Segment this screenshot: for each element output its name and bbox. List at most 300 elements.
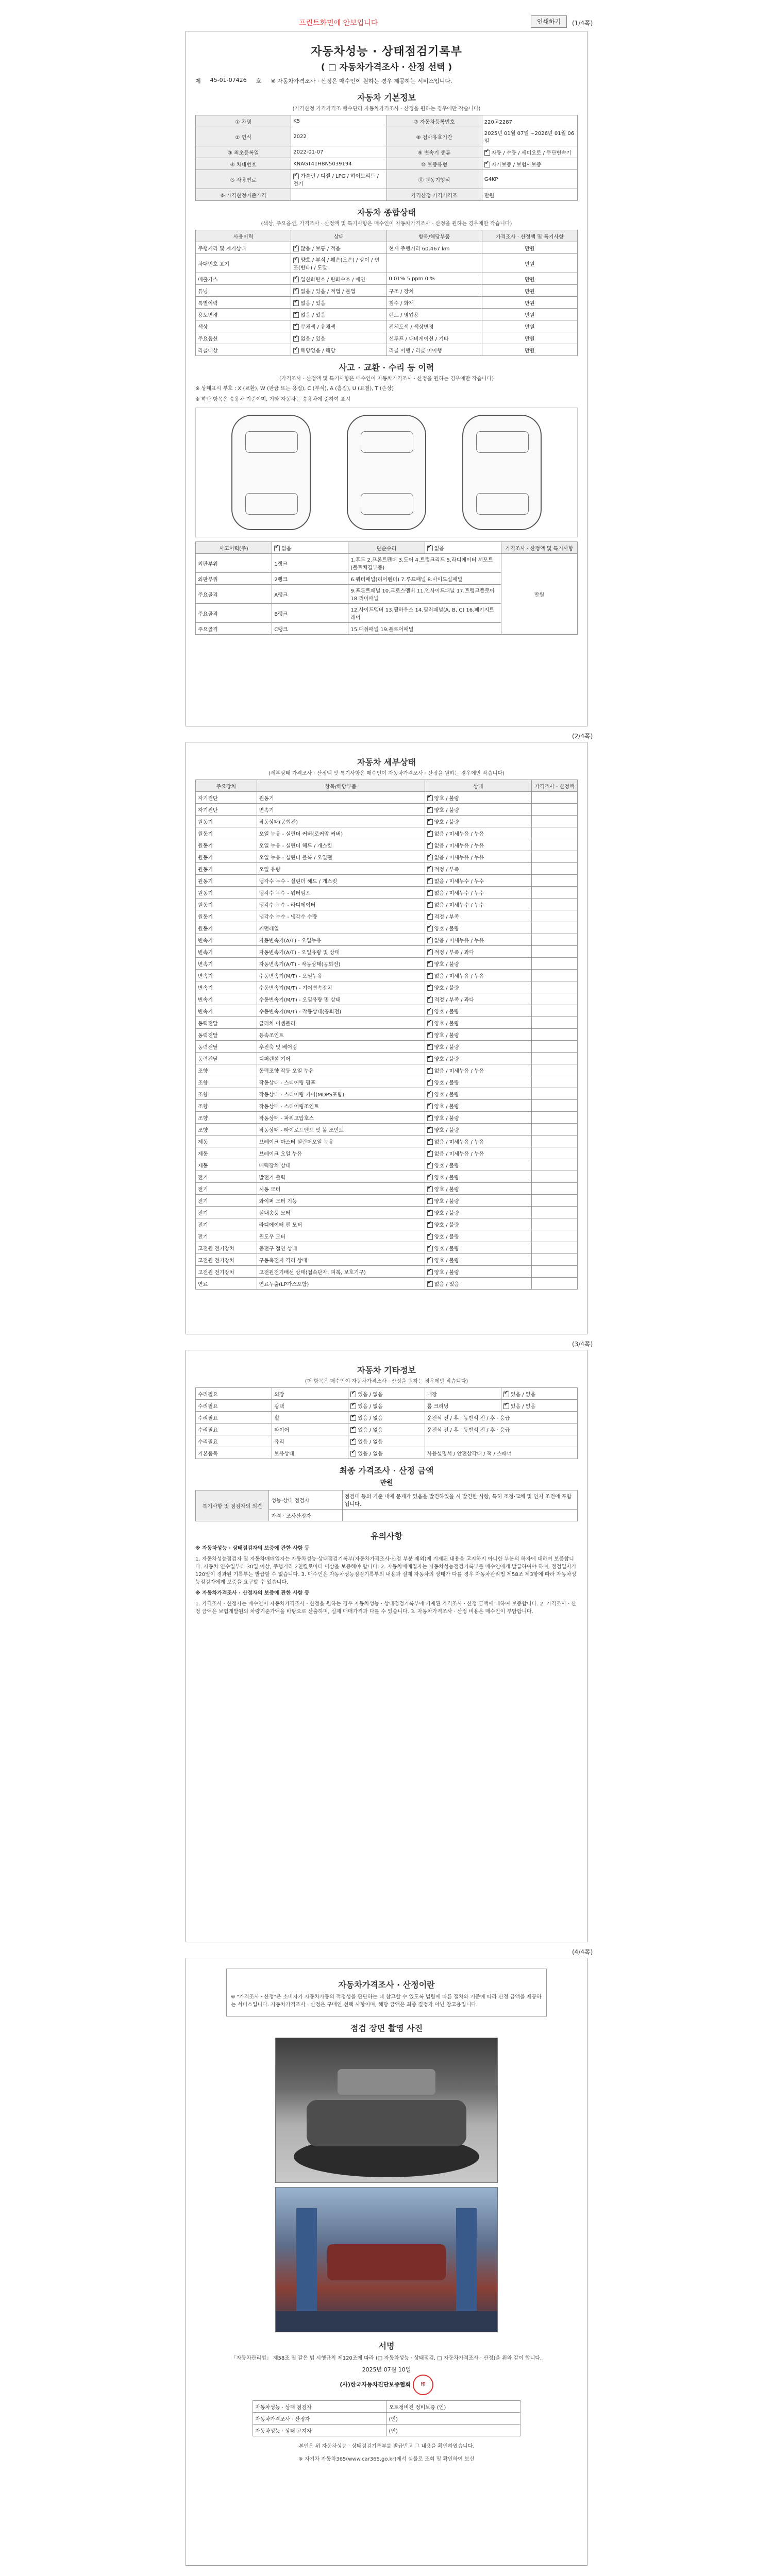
checkbox-checked: [427, 1068, 433, 1074]
page-number: (4/4쪽): [572, 1948, 593, 1956]
section-detail: 자동차 세부상태: [357, 757, 416, 767]
cell: 15.대쉬패널 19.플로어패널: [348, 623, 501, 635]
cell: [532, 1147, 578, 1159]
cell-text: 양호 / 불량: [434, 1021, 459, 1027]
table-row: [196, 946, 578, 958]
accident-table: [195, 541, 578, 635]
table-row: [196, 1053, 578, 1064]
cell: [532, 1112, 578, 1124]
cell: [532, 875, 578, 887]
table-row: [196, 554, 578, 573]
cell: [425, 1278, 531, 1290]
cell: 2022-01-07: [291, 146, 386, 158]
table-row: [196, 875, 578, 887]
cell: [425, 1195, 531, 1207]
table-row: [196, 1195, 578, 1207]
table-row: [196, 1207, 578, 1218]
cell: [425, 839, 531, 851]
cell: 배출가스: [196, 273, 291, 285]
cell: 수리필요: [196, 1400, 272, 1412]
cell: 원동기: [196, 839, 257, 851]
cell: 수리필요: [196, 1435, 272, 1447]
cell-text: 양호 / 불량: [434, 1044, 459, 1050]
cell: 자동차가격조사 · 산정자: [253, 2413, 386, 2425]
checkbox-checked: [503, 1392, 509, 1397]
footer-text: 본인은 위 자동차성능 · 상태점검기록부를 발급받고 그 내용을 확인하였습니다.: [298, 2444, 475, 2449]
checkbox-checked: [427, 926, 433, 931]
cell-text: 양호 / 불량: [434, 1092, 459, 1098]
cell: [425, 1207, 531, 1218]
cell: [532, 1242, 578, 1254]
doc-id-line: [195, 77, 578, 85]
cell: [425, 1230, 531, 1242]
table-row: [196, 887, 578, 899]
checkbox-checked: [427, 1210, 433, 1216]
cell: [532, 804, 578, 816]
cell: 냉각수 누수 - 냉각수 수량: [257, 910, 425, 922]
section-accident-note: (가격조사 · 산정액 및 특기사항은 매수인이 자동차가격조사 · 산정을 원하는 경우에만 작습니다): [279, 376, 494, 382]
checkbox-checked: [427, 961, 433, 967]
cell: KNAGT41HBN5039194: [291, 158, 386, 170]
cell: 조향: [196, 1124, 257, 1136]
cell: 냉각수 누수 - 실린더 헤드 / 개스킷: [257, 875, 425, 887]
section-accident: 사고 · 교환 · 수리 등 이력: [339, 363, 434, 372]
doc-id-label: 제: [195, 78, 201, 84]
table-row: [196, 804, 578, 816]
cell-text: 없음 / 있음: [300, 336, 326, 342]
cell: [291, 320, 386, 332]
cell: [532, 1207, 578, 1218]
cell: 220고2287: [482, 115, 577, 127]
general-table: [195, 230, 578, 356]
cell-text: 양호 / 불량: [434, 807, 459, 814]
cell: 주요옵션: [196, 332, 291, 344]
cell: 냉각수 누수 - 라디에이터: [257, 899, 425, 910]
cell: 오일 누유 - 실린더 커버(로커암 커버): [257, 827, 425, 839]
checkbox-checked: [427, 831, 433, 837]
cell-text: 있음 / 없음: [358, 1392, 383, 1398]
cell: 만원: [482, 189, 577, 201]
table-row: [196, 970, 578, 981]
cell: 선루프 / 내비게이션 / 기타: [386, 332, 482, 344]
cell: 기본품목: [196, 1447, 272, 1459]
table-row: [196, 1136, 578, 1147]
cell: 전기: [196, 1183, 257, 1195]
price-info-box: [226, 1969, 547, 2016]
table-row: [196, 934, 578, 946]
cell-text: 양호 / 불량: [434, 1127, 459, 1133]
cell: [501, 1388, 577, 1400]
cell-text: 양호 / 불량: [434, 795, 459, 802]
page-number: (2/4쪽): [572, 733, 593, 740]
cell-text: 없음 / 있음 / 적법 / 불법: [300, 289, 356, 295]
table-row: [196, 1242, 578, 1254]
checkbox-checked: [427, 1080, 433, 1086]
checkbox-checked: [427, 1115, 433, 1121]
cell: [532, 816, 578, 827]
cell: 실내송풍 모터: [257, 1207, 425, 1218]
cell-text: 양호 / 불량: [434, 1080, 459, 1086]
table-row: [196, 344, 578, 356]
cell: [482, 146, 577, 158]
checkbox-checked: [427, 1104, 433, 1109]
cell: 운전석 전 / 후 · 동반석 전 / 후 · 응급: [425, 1423, 577, 1435]
cell: [425, 1159, 531, 1171]
cell: 조향: [196, 1076, 257, 1088]
checkbox-checked: [293, 336, 299, 342]
cell: 작동상태 - 스티어링 기어(MDPS포함): [257, 1088, 425, 1100]
table-row: [196, 1112, 578, 1124]
cell-text: 가솔린 / 디젤 / LPG / 하이브리드 / 전기: [293, 174, 379, 187]
sign-table: [253, 2400, 520, 2436]
section-general: 자동차 종합상태: [357, 208, 416, 217]
cell: 외판부위: [196, 573, 272, 585]
cell: 2022: [291, 127, 386, 146]
table-row: [196, 816, 578, 827]
table-row: [196, 1278, 578, 1290]
notes-body-1: 1. 자동차성능점검자 및 자동차매매업자는 자동차성능·상태점검기록부(자동차가격조사·산정 부분 제외)에 기재된 내용을 고지하지 아니한 부분의 하자에 대하여 보증합니다. 자동차 인수일부터 30일 이상, 주행거리 2천킬로미터 이상을 보증해야 합니다. 2. 자동차매매업자는 자동차성능점검기록부를 매수인에게 발급하여야 하며, 점검일자가 120일이 경과된 기록부는 발급할 수 없습니다. 3. 매수인은 자동차성능점검기록부의 내용과 실제 자동차의 상태가 다를 경우 자동차관리법 제58조 제3항에 따라 자동차성능점검자에게 보증을 요구할 수 있습니다.: [195, 1556, 577, 1585]
cell: [532, 887, 578, 899]
cell: 동력전달: [196, 1029, 257, 1041]
cell: 가격조사 · 산정액 및 특기사항: [501, 542, 577, 554]
final-price-value: 만원: [380, 1479, 393, 1487]
section-notes: 유의사항: [371, 1531, 402, 1541]
cell: [291, 254, 386, 273]
checkbox-checked: [427, 807, 433, 813]
cell: 운전석 전 / 후 · 동반석 전 / 후 · 응급: [425, 1412, 577, 1423]
checkbox-checked: [293, 174, 299, 179]
cell: [532, 1005, 578, 1017]
cell: 가격산정 가격가격조: [386, 189, 482, 201]
cell: [425, 1124, 531, 1136]
notes-title-1: ※ 자동차성능 · 상태점검자의 보증에 관한 사항 등: [195, 1546, 310, 1551]
cell: [348, 1412, 425, 1423]
section-basic: 자동차 기본정보: [357, 93, 416, 103]
cell: [425, 1076, 531, 1088]
cell: 구동축전지 격리 상태: [257, 1254, 425, 1266]
cell-text: 적정 / 부족: [434, 914, 459, 920]
car-windshield: [476, 431, 529, 453]
detail-table: [195, 779, 578, 1290]
cell: 냉각수 누수 - 워터펌프: [257, 887, 425, 899]
cell: 변속기: [196, 958, 257, 970]
cell: 타이어: [272, 1423, 348, 1435]
cell: [482, 158, 577, 170]
checkbox-checked: [427, 1032, 433, 1038]
cell: 만원: [482, 273, 577, 285]
cell: [348, 1388, 425, 1400]
cell: 사고이력(주): [196, 542, 272, 554]
cell: 자동변속기(A/T) - 오일누유: [257, 934, 425, 946]
cell: [425, 1017, 531, 1029]
cell: [532, 993, 578, 1005]
cell: [425, 970, 531, 981]
cell: [425, 863, 531, 875]
cell: 시동 모터: [257, 1183, 425, 1195]
cell: ⑩ 보증유형: [386, 158, 482, 170]
cell: ⑤ 사용연료: [196, 170, 291, 189]
checkbox-checked: [427, 1056, 433, 1062]
cell: [425, 851, 531, 863]
cell: [532, 1171, 578, 1183]
cell-text: 양호 / 불량: [434, 1222, 459, 1228]
org-seal-icon: 印: [413, 2375, 433, 2395]
cell-text: 없음 / 미세누유 / 누유: [434, 843, 484, 849]
cell-text: 없음 / 미세누유 / 누유: [434, 855, 484, 861]
table-row: [253, 2425, 520, 2436]
cell: 튜닝: [196, 285, 291, 297]
cell: A랭크: [272, 585, 348, 604]
cell: [386, 254, 482, 273]
checkbox-checked: [427, 1139, 433, 1145]
cell: 용도변경: [196, 309, 291, 320]
cell-text: 있음 / 없음: [358, 1451, 383, 1457]
cell: (인): [386, 2425, 520, 2436]
cell: 단순수리: [348, 542, 425, 554]
cell: 변속기: [196, 934, 257, 946]
cell: 자동변속기(A/T) - 작동상태(공회전): [257, 958, 425, 970]
cell: 0.01% 5 ppm 0 %: [386, 273, 482, 285]
cell: [291, 332, 386, 344]
cell: [425, 934, 531, 946]
table-row: [196, 993, 578, 1005]
cell-text: 일산화탄소 / 탄화수소 / 매연: [300, 277, 365, 283]
checkbox-checked: [350, 1427, 356, 1433]
cell: 렌트 / 영업용: [386, 309, 482, 320]
spec-table: [195, 1490, 578, 1521]
cell: [532, 1159, 578, 1171]
table-row: [196, 899, 578, 910]
cell: 1랭크: [272, 554, 348, 573]
cell: 내장: [425, 1388, 501, 1400]
section-final-price: 최종 가격조사 · 산정 금액: [339, 1466, 434, 1476]
cell: [348, 1423, 425, 1435]
cell-text: 해당없음 / 해당: [300, 348, 335, 354]
cell: [532, 970, 578, 981]
print-button[interactable]: 인쇄하기: [531, 15, 567, 28]
cell: 자동차성능 · 상태 점검자: [253, 2401, 386, 2413]
cell: 조향: [196, 1088, 257, 1100]
cell: [532, 1230, 578, 1242]
cell: 변속기: [257, 804, 425, 816]
col-header: 가격조사 · 산정액: [532, 780, 578, 792]
checkbox-checked: [427, 855, 433, 860]
cell: [425, 875, 531, 887]
cell: 만원: [482, 332, 577, 344]
checkbox-checked: [427, 795, 433, 801]
checkbox-checked: [427, 1151, 433, 1157]
page-4: [186, 1958, 587, 2566]
sign-text: 「자동차관리법」 제58조 및 같은 법 시행규칙 제120조에 따라 (□ 자동차성능 · 상태점검, □ 자동차가격조사 · 산정)을 위와 같이 합니다.: [231, 2355, 542, 2361]
page-3: [186, 1350, 587, 1942]
table-header-row: [196, 780, 578, 792]
cell: 와이퍼 모터 기능: [257, 1195, 425, 1207]
cell: [532, 851, 578, 863]
cell: [532, 922, 578, 934]
accident-legend-2: ※ 하단 항목은 승용차 기준이며, 기타 자동차는 승용차에 준하여 표시: [195, 397, 350, 402]
cell: [425, 816, 531, 827]
cell: [425, 1254, 531, 1266]
cell-text: 없음: [281, 546, 292, 552]
checkbox-checked: [427, 1163, 433, 1168]
cell: 자동변속기(A/T) - 오일유량 및 상태: [257, 946, 425, 958]
checkbox-checked: [484, 150, 490, 156]
cell: [291, 242, 386, 254]
detail-table-body: [196, 792, 578, 1290]
cell: ⑪ 원동기형식: [386, 170, 482, 189]
checkbox-checked: [427, 1092, 433, 1097]
table-row: [196, 910, 578, 922]
checkbox-checked: [293, 246, 299, 251]
section-etc-note: (더 항목은 매수인이 자동차가격조사 · 산정을 원하는 경우에만 작습니다): [305, 1379, 468, 1384]
col-header: 주요장치: [196, 780, 257, 792]
table-row: [196, 1400, 578, 1412]
checkbox-checked: [503, 1403, 509, 1409]
table-row: [196, 1435, 578, 1447]
doc-notice: ※ 자동차가격조사 · 산정은 매수인이 원하는 경우 제공하는 서비스입니다.: [271, 78, 452, 84]
cell: [425, 899, 531, 910]
checkbox-checked: [293, 277, 299, 282]
cell: ⑧ 검사유효기간: [386, 127, 482, 146]
cell: 원동기: [196, 851, 257, 863]
cell: 만원: [482, 285, 577, 297]
table-row: [196, 827, 578, 839]
checkbox-checked: [293, 312, 299, 318]
cell: 연료: [196, 1278, 257, 1290]
col-header: 항목/해당부품: [386, 230, 482, 242]
cell: [532, 981, 578, 993]
col-header: 사용이력: [196, 230, 291, 242]
cell: 외판부위: [196, 554, 272, 573]
cell: 작동상태 - 스티어링조인트: [257, 1100, 425, 1112]
cell: [425, 804, 531, 816]
cell: [425, 993, 531, 1005]
cell: 고전원 전기장치: [196, 1254, 257, 1266]
cell: [342, 1510, 577, 1521]
cell: 전기: [196, 1218, 257, 1230]
cell: 보유상태: [272, 1447, 348, 1459]
cell: 만원: [482, 309, 577, 320]
section-detail-note: (세부상태 가격조사 · 산정액 및 특기사항은 매수인이 자동차가격조사 · 산정을 원하는 경우에만 작습니다): [268, 771, 505, 776]
cell: 오일 유량: [257, 863, 425, 875]
cell: 성능·상태 점검자: [269, 1490, 342, 1510]
cell: [425, 922, 531, 934]
cell: 룸 크리닝: [425, 1400, 501, 1412]
table-row: [196, 242, 578, 254]
car-rear-window: [361, 493, 413, 515]
cell: [425, 1112, 531, 1124]
cell: [425, 981, 531, 993]
cell: [348, 1400, 425, 1412]
page-number: (3/4쪽): [572, 1341, 593, 1348]
cell: 배력장치 상태: [257, 1159, 425, 1171]
cell: 리콜대상: [196, 344, 291, 356]
cell: 전기: [196, 1230, 257, 1242]
checkbox-checked: [427, 1246, 433, 1251]
cell-text: 양호 / 불량: [434, 1115, 459, 1122]
cell: 원동기: [196, 863, 257, 875]
checkbox-checked: [427, 546, 433, 551]
cell: [532, 1076, 578, 1088]
cell: 작동상태 - 타이로드엔드 및 볼 조인트: [257, 1124, 425, 1136]
cell: [291, 189, 386, 201]
cell: [425, 1136, 531, 1147]
checkbox-checked: [427, 1234, 433, 1240]
checkbox-checked: [350, 1439, 356, 1445]
cell-text: 없음 / 있음: [300, 300, 326, 307]
cell: [425, 1041, 531, 1053]
cell: 동력전달: [196, 1053, 257, 1064]
checkbox-checked: [293, 258, 299, 263]
cell: [532, 1029, 578, 1041]
cell: [532, 1053, 578, 1064]
checkbox-checked: [350, 1392, 356, 1397]
cell: 동력전달: [196, 1041, 257, 1053]
cell: [425, 1029, 531, 1041]
cell: [425, 946, 531, 958]
table-row: [196, 958, 578, 970]
cell: [532, 1100, 578, 1112]
checkbox-checked: [427, 1021, 433, 1026]
cell: 작동상태 - 스티어링 펌프: [257, 1076, 425, 1088]
cell: 연료누출(LP가스포함): [257, 1278, 425, 1290]
sign-date: 2025년 07월 10일: [362, 2366, 411, 2373]
cell: 만원: [482, 297, 577, 309]
cell-text: 없음 / 있음: [434, 1281, 459, 1287]
cell: 원동기: [196, 827, 257, 839]
cell-text: 없음 / 미세누수 / 누수: [434, 902, 484, 908]
cell: [532, 946, 578, 958]
cell-text: 없음 / 미세누유 / 누유: [434, 973, 484, 979]
cell: 고전원전기배선 상태(접속단자, 피복, 보호기구): [257, 1266, 425, 1278]
cell: 만원: [501, 554, 577, 635]
cell-text: 없음 / 미세누유 / 누유: [434, 1139, 484, 1145]
checkbox-checked: [350, 1415, 356, 1421]
cell: 1.후드 2.프론트펜더 3.도어 4.트렁크리드 5.라디에이터 서포트(볼트체결부품): [348, 554, 501, 573]
col-header: 상태: [425, 780, 531, 792]
cell-text: 적정 / 부족: [434, 867, 459, 873]
cell: B랭크: [272, 604, 348, 623]
cell-text: 무채색 / 유채색: [300, 324, 335, 330]
checkbox-checked: [427, 890, 433, 896]
checkbox-checked: [427, 1222, 433, 1228]
cell: [425, 542, 501, 554]
cell-text: 있음 / 없음: [510, 1403, 536, 1410]
table-row: [196, 320, 578, 332]
cell-text: 없음 / 미세누유 / 누유: [434, 1151, 484, 1157]
cell: 주요골격: [196, 585, 272, 604]
cell-text: 많음 / 보통 / 적음: [300, 246, 341, 252]
table-row: [196, 285, 578, 297]
cell-text: 자동 / 수동 / 세미오토 / 무단변속기: [491, 150, 572, 156]
cell: [425, 910, 531, 922]
cell: 원동기: [196, 922, 257, 934]
cell: 사용설명서 / 안전삼각대 / 잭 / 스패너: [425, 1447, 577, 1459]
cell-text: 양호 / 불량: [434, 1246, 459, 1252]
cell: 점검대 등의 기준 내에 문제가 있음을 발견하였을 시 발견한 사항, 특히 조정·교체 및 인지 조건에 포함됩니다.: [342, 1490, 577, 1510]
cell: 침수 / 화재: [386, 297, 482, 309]
cell: 전기: [196, 1207, 257, 1218]
cell: [291, 309, 386, 320]
cell: [425, 1088, 531, 1100]
checkbox-checked: [427, 878, 433, 884]
cell: 자동차성능 · 상태 고지자: [253, 2425, 386, 2436]
table-row: [196, 1266, 578, 1278]
table-row: [196, 1088, 578, 1100]
footer-text-2: ※ 자기차 자동차365(www.car365.go.kr)에서 실물로 조회 및 확인하여 보신: [298, 2456, 475, 2462]
cell: 변속기: [196, 1005, 257, 1017]
cell: [532, 1017, 578, 1029]
